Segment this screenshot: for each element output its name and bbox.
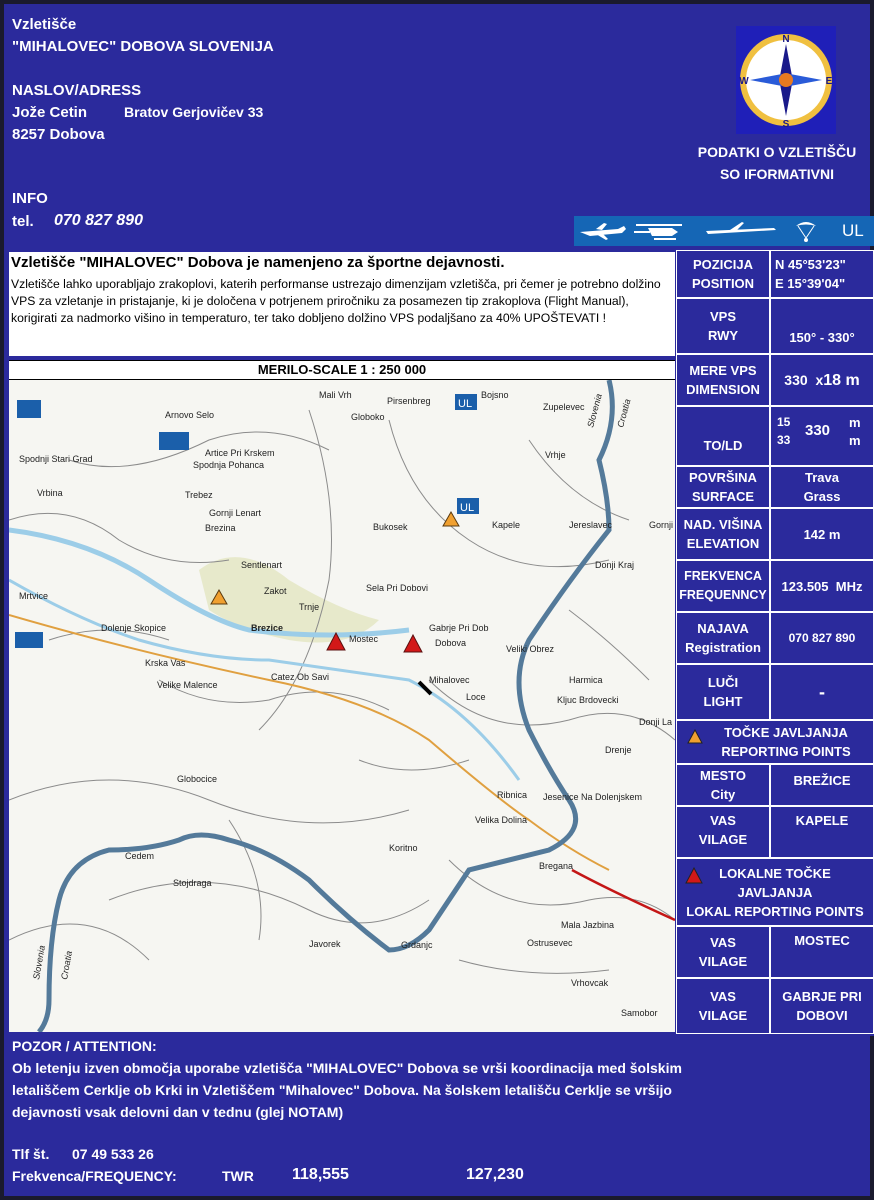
- frequency-value: [770, 560, 874, 612]
- place-label: Javorek: [309, 939, 341, 949]
- surface-value: Trava Grass: [770, 466, 874, 508]
- footer-twr-label: TWR: [222, 1168, 254, 1184]
- ul-badge-kapele: UL: [460, 502, 475, 514]
- place-label: Catez Ob Savi: [271, 672, 330, 682]
- place-label: Artice Pri Krskem: [205, 448, 275, 458]
- helicopter-icon: [634, 224, 682, 240]
- reporting-point-legend-icon: [687, 729, 703, 745]
- place-label: Zakot: [264, 586, 287, 596]
- compass-n: N: [782, 34, 790, 45]
- local1-label: VAS VILAGE: [676, 926, 770, 978]
- told-33: 33: [777, 433, 791, 447]
- place-label: Kapele: [492, 520, 521, 530]
- local2-value: GABRJE PRI DOBOVI: [770, 978, 874, 1034]
- place-label: Donji Kraj: [595, 560, 635, 570]
- footer-twr-value1: 118,555: [292, 1166, 349, 1183]
- registration-value[interactable]: 070 827 890: [770, 612, 874, 664]
- address-name: Jože Cetin: [12, 104, 88, 121]
- told-m2: m: [849, 433, 861, 448]
- place-label: Cedem: [125, 851, 155, 861]
- place-label: Pirsenbreg: [387, 396, 431, 406]
- local-header-2: JAVLJANJA: [737, 884, 813, 900]
- place-label: Donji La: [639, 717, 673, 727]
- title-line2: "MIHALOVEC" DOBOVA SLOVENIJA: [12, 38, 274, 55]
- village-label: VAS VILAGE: [676, 806, 770, 858]
- position-value: [770, 250, 874, 298]
- border-label-slovenia-top: Slovenia: [585, 392, 604, 429]
- place-label: Ribnica: [497, 790, 528, 800]
- helicopter-site-icon: [15, 632, 43, 648]
- border-label-croatia-bottom: Croatia: [59, 950, 75, 981]
- dimension-value: [770, 354, 874, 406]
- map-area[interactable]: [9, 380, 675, 1032]
- tel-value[interactable]: 070 827 890: [54, 212, 143, 229]
- ul-label: UL: [842, 221, 864, 240]
- surface-label: POVRŠINA SURFACE: [676, 466, 770, 508]
- place-label: Bukosek: [373, 522, 408, 532]
- place-label: Dolenje Skopice: [101, 623, 167, 633]
- intro-box: [9, 252, 675, 356]
- footer-text-1: Ob letenju izven območja uporabe vzletišča "MIHALOVEC" Dobova se vrši koordinacija med šolskim: [12, 1060, 682, 1076]
- place-label: Ostrusevec: [527, 938, 573, 948]
- rwy-value: 150° - 330°: [770, 298, 874, 354]
- place-label: Spodnji Stari Grad: [19, 454, 93, 464]
- local-point-legend-icon: [685, 867, 703, 885]
- place-label: Sela Pri Dobovi: [366, 583, 429, 593]
- registration-label: NAJAVA Registration: [676, 612, 770, 664]
- dim-b: x: [815, 371, 824, 388]
- rwy-label: VPS RWY: [676, 298, 770, 354]
- place-label: Loce: [466, 692, 486, 702]
- place-label: Samobor: [621, 1008, 658, 1018]
- place-label: Drenje: [605, 745, 632, 755]
- local1-value: MOSTEC: [770, 926, 874, 978]
- light-value: -: [770, 664, 874, 720]
- airplane-site-icon: [159, 432, 189, 450]
- told-label: TO/LD: [676, 406, 770, 466]
- glider-icon: [706, 222, 776, 234]
- place-label: Jesenice Na Dolenjskem: [543, 792, 643, 802]
- place-label: Mrtvice: [19, 591, 48, 601]
- border-label-croatia-top: Croatia: [615, 397, 633, 429]
- ul-badge-top: UL: [458, 398, 473, 410]
- place-label: Mihalovec: [429, 675, 470, 685]
- title-line1: Vzletišče: [12, 16, 77, 33]
- elevation-value: 142 m: [770, 508, 874, 560]
- place-label: Globocice: [177, 774, 218, 784]
- told-m1: m: [849, 415, 861, 430]
- place-label: Arnovo Selo: [165, 410, 215, 420]
- intro-text: Vzletišče lahko uporabljajo zrakoplovi, katerih performanse ustrezajo dimenzijam vzletišča, pri čemer je potrebno dolžino VPS za vzletanje in pristajanje, ki je določena v potrjenem priročniku za posamezen tip zrakoplova (Flight Manual), korigirati za nadmorko višino in temperaturo, ter tako dobljeno dolžino VPS podaljšano za 40% UPOŠTEVATI !: [11, 277, 661, 325]
- place-label: Brezina: [205, 523, 236, 533]
- local2-label: VAS VILAGE: [676, 978, 770, 1034]
- freq-unit: MHz: [835, 578, 863, 594]
- city-value: BREŽICE: [770, 764, 874, 806]
- compass-icon: [736, 26, 836, 134]
- place-label: Spodnja Pohanca: [193, 460, 265, 470]
- address-label: NASLOV/ADRESS: [12, 82, 142, 99]
- frequency-label: FREKVENCA FREQUENNCY: [676, 560, 770, 612]
- local-header-1: LOKALNE TOČKE: [719, 865, 831, 881]
- reporting-points-text: TOČKE JAVLJANJA REPORTING POINTS: [721, 725, 851, 759]
- dim-c: 18 m: [823, 371, 860, 389]
- compass-e: E: [825, 76, 833, 87]
- local-header-3: LOKAL REPORTING POINTS: [686, 903, 864, 919]
- paraglider-icon: [796, 222, 816, 242]
- told-value: [770, 406, 874, 466]
- place-label: Trebez: [185, 490, 213, 500]
- place-label: Velika Dolina: [475, 815, 528, 825]
- border-label-slovenia-bottom: Slovenia: [31, 944, 47, 981]
- footer-text-2: letališčem Cerklje ob Krki in Vzletiščem "Mihalovec" Dobova. Na šolskem letališču Cerklje se vršijo: [12, 1082, 672, 1098]
- place-label: Koritno: [389, 843, 418, 853]
- footer-twr-value2: 127,230: [466, 1166, 524, 1183]
- freq-number: 123.505: [781, 578, 829, 594]
- place-label: Krska Vas: [145, 658, 186, 668]
- airplane-icon: [580, 223, 626, 240]
- place-label: Grdanjc: [401, 940, 433, 950]
- place-label: Jereslavec: [569, 520, 613, 530]
- city-label: MESTO City: [676, 764, 770, 806]
- place-label: Bregana: [539, 861, 574, 871]
- place-label: Vrbina: [37, 488, 63, 498]
- compass-s: S: [782, 119, 790, 130]
- position-e: E 15°39'04": [775, 276, 846, 291]
- dimension-label: MERE VPS DIMENSION: [676, 354, 770, 406]
- place-label: Velike Malence: [157, 680, 218, 690]
- place-label: Brezice: [251, 623, 284, 633]
- place-label: Gabrje Pri Dob: [429, 623, 489, 633]
- place-label: Vrhovcak: [571, 978, 609, 988]
- paraglider-site-icon: [17, 400, 41, 418]
- address-city: 8257 Dobova: [12, 126, 105, 143]
- place-label: Zupelevec: [543, 402, 585, 412]
- place-label: Sentlenart: [241, 560, 283, 570]
- disclaimer-line1: PODATKI O VZLETIŠČU: [697, 144, 857, 160]
- place-label: Veliki Obrez: [506, 644, 555, 654]
- info-label: INFO: [12, 190, 48, 207]
- told-330: 330: [805, 422, 831, 439]
- place-label: Vrhje: [545, 450, 566, 460]
- compass-w: W: [739, 76, 749, 87]
- place-label: Mala Jazbina: [561, 920, 615, 930]
- place-label: Trnje: [299, 602, 320, 612]
- reporting-points-header: [676, 720, 874, 764]
- told-15: 15: [777, 415, 791, 429]
- village-value: KAPELE: [770, 806, 874, 858]
- place-label: Harmica: [569, 675, 603, 685]
- position-n: N 45°53'23": [775, 257, 846, 272]
- place-label: Gornji Lenart: [209, 508, 262, 518]
- place-label: Dobova: [435, 638, 467, 648]
- place-label: Gornji: [649, 520, 674, 530]
- address-street: Bratov Gerjovičev 33: [124, 104, 264, 120]
- place-label: Globoko: [351, 412, 385, 422]
- attention-label: POZOR / ATTENTION:: [12, 1038, 157, 1054]
- info-panel: [676, 250, 874, 1036]
- local-points-header: [676, 858, 874, 926]
- dim-a: 330: [784, 371, 808, 388]
- place-label: Stojdraga: [173, 878, 212, 888]
- place-label: Kljuc Brdovecki: [557, 695, 619, 705]
- footer-text-3: dejavnosti vsak delovni dan v tednu (glej NOTAM): [12, 1104, 344, 1120]
- light-label: LUČI LIGHT: [676, 664, 770, 720]
- elevation-label: NAD. VIŠINA ELEVATION: [676, 508, 770, 560]
- aircraft-types-strip: [574, 216, 874, 246]
- disclaimer-line2: SO IFORMATIVNI: [719, 166, 835, 182]
- position-label: POZICIJA POSITION: [676, 250, 770, 298]
- place-label: Mostec: [349, 634, 379, 644]
- intro-heading: Vzletišče "MIHALOVEC" Dobova je namenjeno za športne dejavnosti.: [11, 254, 505, 271]
- footer-freq-label: Frekvenca/FREQUENCY:: [12, 1168, 177, 1184]
- tel-label: tel.: [12, 213, 34, 230]
- place-label: Bojsno: [481, 390, 509, 400]
- footer-tel-value[interactable]: 07 49 533 26: [72, 1146, 154, 1162]
- place-label: Mali Vrh: [319, 390, 352, 400]
- map-scale: MERILO-SCALE 1 : 250 000: [9, 360, 675, 380]
- footer-tel-label: Tlf št.: [12, 1146, 50, 1162]
